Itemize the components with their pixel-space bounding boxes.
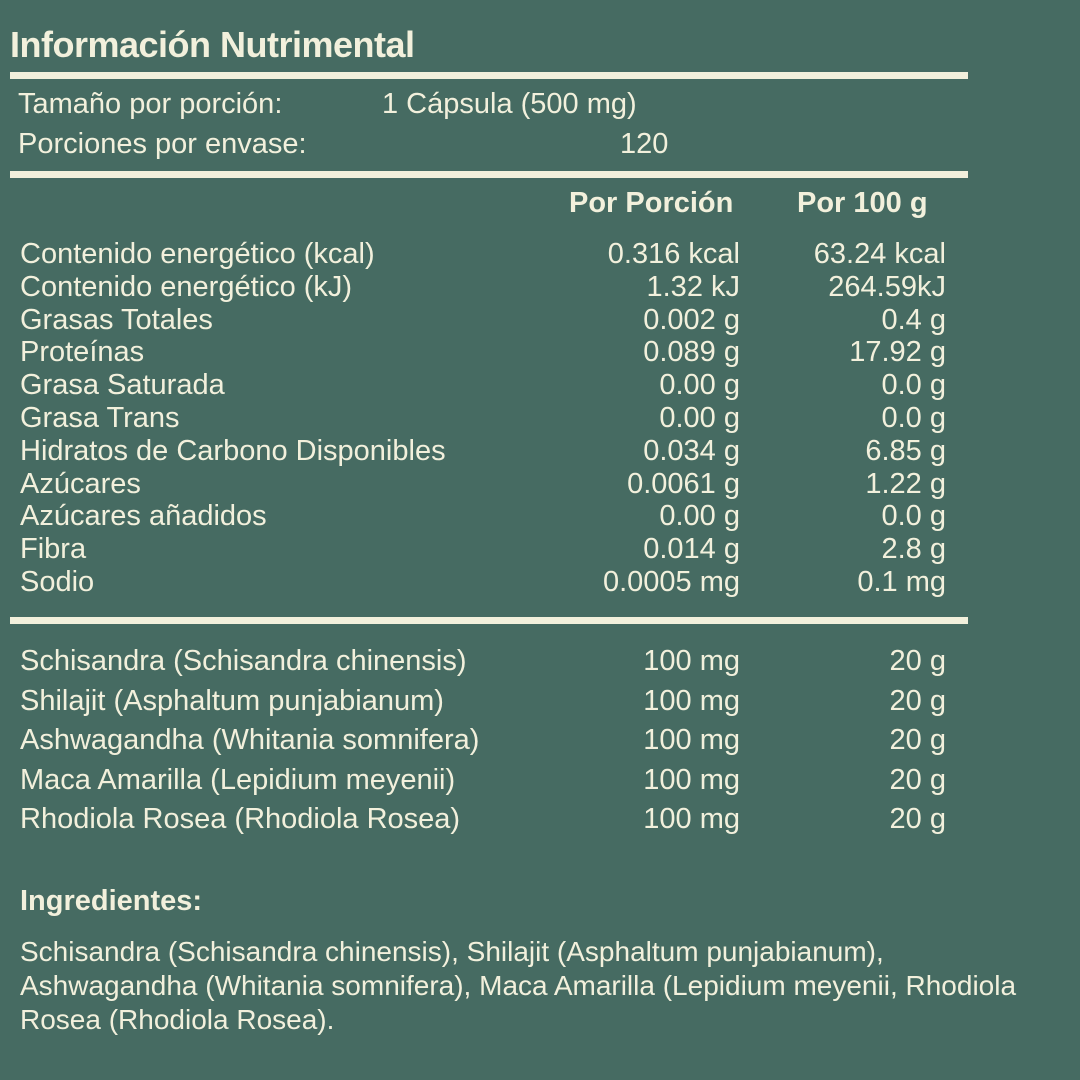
row-value-per-serving: 0.00 g: [659, 369, 740, 402]
servings-per-container-label: Porciones por envase:: [18, 128, 307, 160]
nutrient-row: [20, 336, 946, 369]
row-value-per-serving: 0.00 g: [659, 500, 740, 533]
active-ingredient-row: [20, 803, 946, 836]
nutrient-row: [20, 566, 946, 599]
nutrient-row: [20, 435, 946, 468]
row-value-per-serving: 100 mg: [643, 763, 740, 796]
row-value-per-100g: 0.4 g: [881, 303, 946, 336]
divider-top: [10, 72, 968, 79]
row-value-per-serving: 0.034 g: [643, 434, 740, 467]
row-label: Contenido energético (kcal): [20, 238, 375, 270]
row-value-per-100g: 1.22 g: [865, 467, 946, 500]
row-value-per-100g: 63.24 kcal: [813, 238, 946, 270]
ingredients-text: Schisandra (Schisandra chinensis), Shilajit (Asphaltum punjabianum), Ashwagandha (Whitania somnifera), Maca Amarilla (Lepidium meyenii, Rhodiola Rosea (Rhodiola Rosea).: [20, 936, 1017, 1035]
column-header-per-100g: Por 100 g: [797, 187, 928, 219]
active-ingredient-row: [20, 645, 946, 678]
nutrient-row: [20, 468, 946, 501]
row-label: Contenido energético (kJ): [20, 270, 353, 303]
servings-per-container-value: 120: [620, 128, 669, 160]
row-label: Azúcares: [20, 467, 141, 500]
row-value-per-serving: 100 mg: [643, 724, 740, 756]
row-value-per-serving: 0.089 g: [643, 336, 740, 369]
divider-serving: [10, 171, 968, 178]
row-value-per-100g: 17.92 g: [849, 336, 946, 369]
row-value-per-100g: 20 g: [889, 684, 946, 717]
nutrient-row: [20, 304, 946, 337]
active-ingredient-row: [20, 685, 946, 718]
column-header-per-serving: Por Porción: [569, 187, 734, 219]
nutrient-row: [20, 500, 946, 533]
row-value-per-100g: 0.0 g: [881, 402, 946, 434]
nutrient-row: [20, 402, 946, 435]
row-value-per-100g: 0.0 g: [881, 369, 946, 402]
row-value-per-serving: 100 mg: [643, 645, 740, 677]
row-value-per-100g: 20 g: [889, 724, 946, 756]
row-value-per-100g: 6.85 g: [865, 434, 946, 467]
row-value-per-100g: 264.59kJ: [828, 270, 946, 303]
row-value-per-serving: 100 mg: [643, 803, 740, 835]
row-label: Hidratos de Carbono Disponibles: [20, 434, 446, 467]
label-title: Información Nutrimental: [10, 24, 415, 65]
serving-size-label: Tamaño por porción:: [18, 88, 283, 120]
row-value-per-100g: 20 g: [889, 645, 946, 677]
row-value-per-serving: 0.0061 g: [627, 467, 740, 500]
ingredients-heading: Ingredientes:: [20, 885, 203, 917]
row-label: Ashwagandha (Whitania somnifera): [20, 724, 480, 756]
row-label: Sodio: [20, 566, 95, 598]
nutrient-row: [20, 271, 946, 304]
row-value-per-100g: 2.8 g: [881, 533, 946, 566]
row-label: Grasa Saturada: [20, 369, 225, 402]
divider-actives: [10, 617, 968, 624]
active-ingredient-row: [20, 724, 946, 757]
row-label: Proteínas: [20, 336, 145, 369]
row-label: Rhodiola Rosea (Rhodiola Rosea): [20, 803, 461, 835]
row-value-per-serving: 0.0005 mg: [602, 566, 740, 598]
row-label: Fibra: [20, 533, 87, 566]
row-value-per-serving: 1.32 kJ: [646, 270, 740, 303]
row-label: Azúcares añadidos: [20, 500, 267, 533]
serving-size-value: 1 Cápsula (500 mg): [382, 88, 637, 120]
row-label: Grasas Totales: [20, 303, 213, 336]
row-value-per-serving: 0.00 g: [659, 402, 740, 434]
row-value-per-100g: 0.1 mg: [857, 566, 946, 598]
row-value-per-100g: 20 g: [889, 803, 946, 835]
row-value-per-serving: 100 mg: [643, 684, 740, 717]
row-label: Shilajit (Asphaltum punjabianum): [20, 684, 444, 717]
row-value-per-serving: 0.316 kcal: [607, 238, 740, 270]
active-ingredient-row: [20, 764, 946, 797]
nutrient-row: [20, 238, 946, 271]
nutrient-row: [20, 533, 946, 566]
row-value-per-100g: 20 g: [889, 763, 946, 796]
row-value-per-serving: 0.002 g: [643, 303, 740, 336]
row-value-per-100g: 0.0 g: [881, 500, 946, 533]
row-value-per-serving: 0.014 g: [643, 533, 740, 566]
row-label: Grasa Trans: [20, 402, 180, 434]
row-label: Schisandra (Schisandra chinensis): [20, 645, 467, 677]
nutrient-row: [20, 369, 946, 402]
row-label: Maca Amarilla (Lepidium meyenii): [20, 763, 456, 796]
